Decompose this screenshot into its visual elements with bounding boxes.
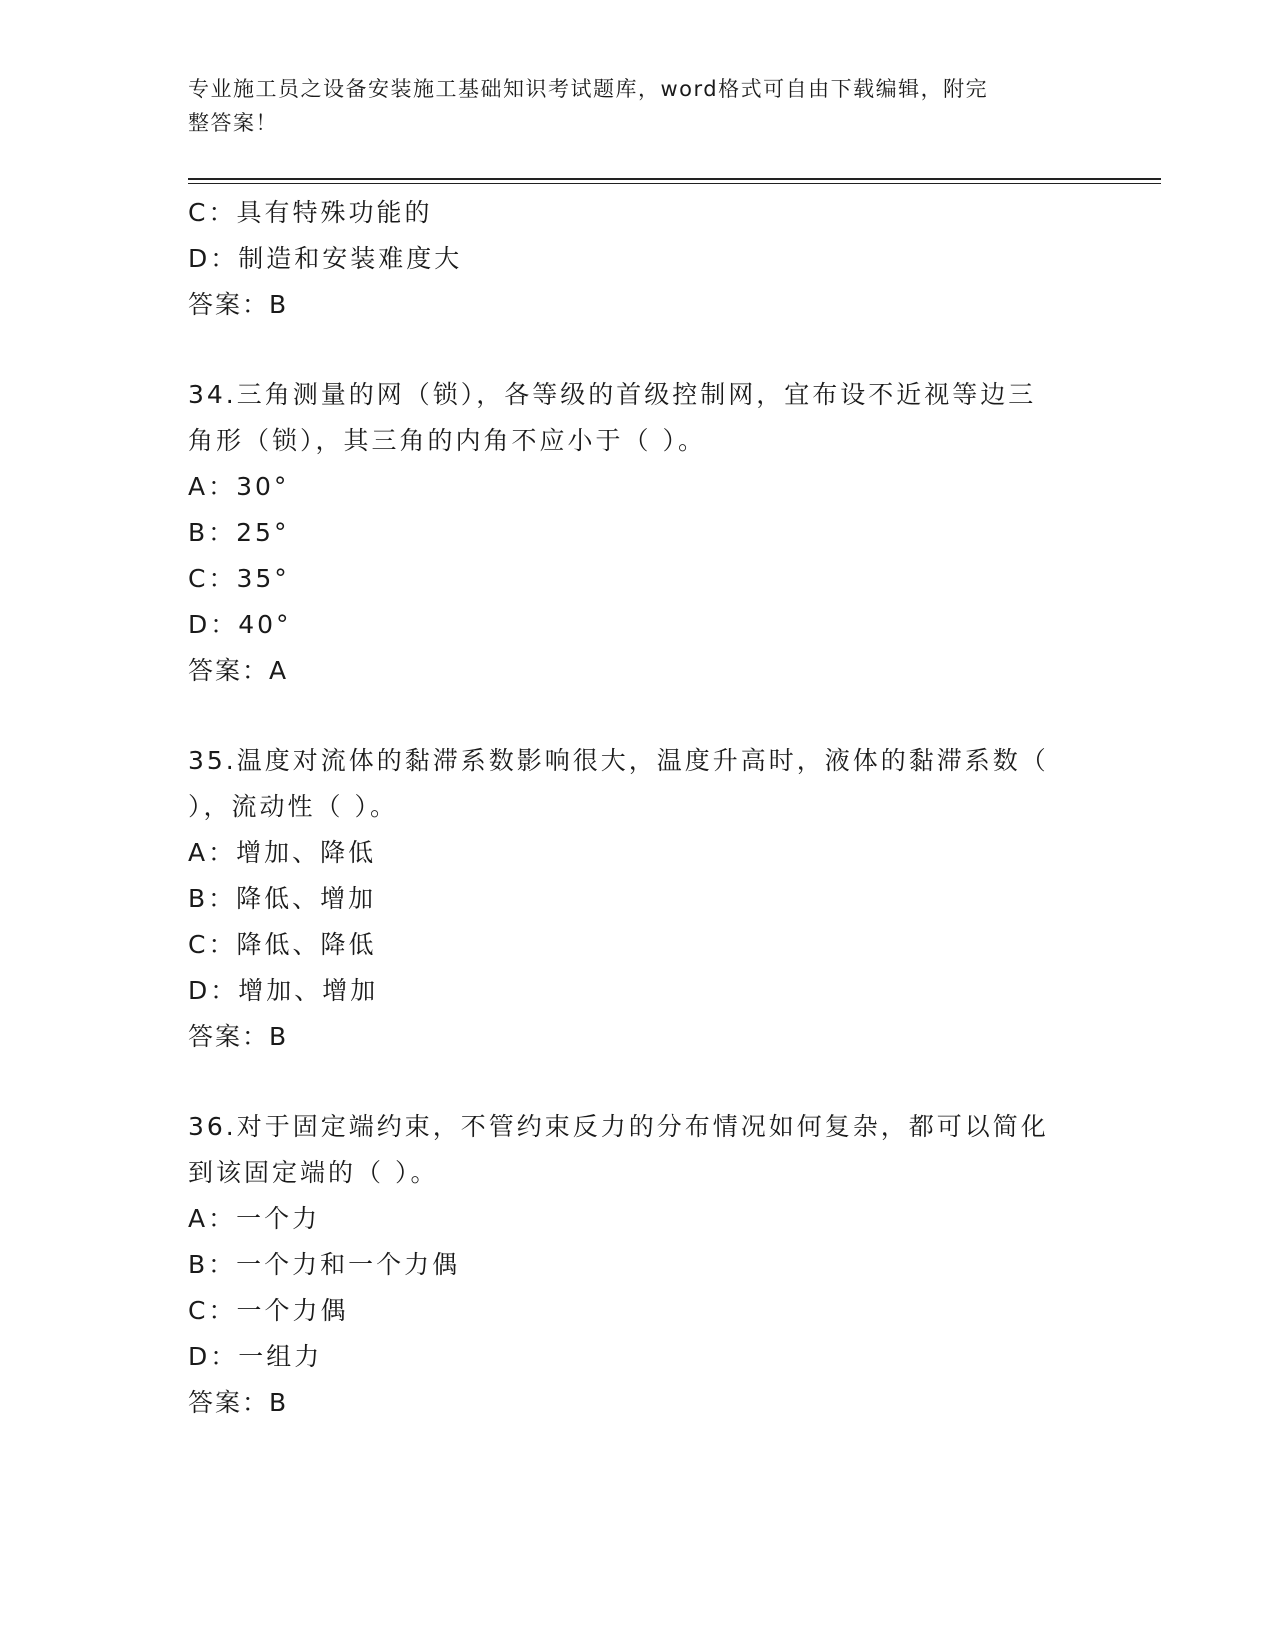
option-c: C：降低、降低 bbox=[188, 930, 377, 959]
spacer bbox=[188, 328, 1088, 372]
option-a: A：增加、降低 bbox=[188, 838, 377, 867]
option-c: C：35° bbox=[188, 564, 290, 593]
spacer bbox=[188, 694, 1088, 738]
option-c: C：一个力偶 bbox=[188, 1296, 349, 1325]
option-a: A：30° bbox=[188, 472, 290, 501]
option-d: D：制造和安装难度大 bbox=[188, 244, 463, 273]
question-text-line: 角形（锁），其三角的内角不应小于（ ）。 bbox=[188, 426, 706, 455]
question-block-35 bbox=[188, 738, 1088, 1060]
option-b: B：一个力和一个力偶 bbox=[188, 1250, 461, 1279]
question-list bbox=[188, 190, 1088, 1426]
header-divider-thick bbox=[188, 178, 1161, 180]
option-d: D：增加、增加 bbox=[188, 976, 379, 1005]
question-text-line: 36.对于固定端约束，不管约束反力的分布情况如何复杂，都可以简化 bbox=[188, 1112, 1049, 1141]
option-a: A：一个力 bbox=[188, 1204, 321, 1233]
answer-line: 答案：A bbox=[188, 656, 289, 685]
document-header bbox=[188, 72, 1068, 140]
spacer bbox=[188, 1060, 1088, 1104]
option-d: D：一组力 bbox=[188, 1342, 323, 1371]
question-text-line: 35.温度对流体的黏滞系数影响很大，温度升高时，液体的黏滞系数（ bbox=[188, 746, 1049, 775]
question-block-partial bbox=[188, 190, 1088, 328]
question-text-line: ），流动性（ ）。 bbox=[188, 792, 398, 821]
answer-line: 答案：B bbox=[188, 1388, 289, 1417]
option-c: C：具有特殊功能的 bbox=[188, 198, 433, 227]
header-divider-thin bbox=[188, 183, 1161, 184]
answer-line: 答案：B bbox=[188, 290, 289, 319]
question-block-36 bbox=[188, 1104, 1088, 1426]
answer-line: 答案：B bbox=[188, 1022, 289, 1051]
option-d: D：40° bbox=[188, 610, 292, 639]
question-text-line: 34.三角测量的网（锁），各等级的首级控制网，宜布设不近视等边三 bbox=[188, 380, 1037, 409]
header-line-1: 专业施工员之设备安装施工基础知识考试题库，word格式可自由下载编辑，附完 bbox=[188, 77, 989, 101]
question-text-line: 到该固定端的（ ）。 bbox=[188, 1158, 439, 1187]
option-b: B：25° bbox=[188, 518, 290, 547]
header-line-2: 整答案！ bbox=[188, 111, 278, 135]
option-b: B：降低、增加 bbox=[188, 884, 377, 913]
question-block-34 bbox=[188, 372, 1088, 694]
